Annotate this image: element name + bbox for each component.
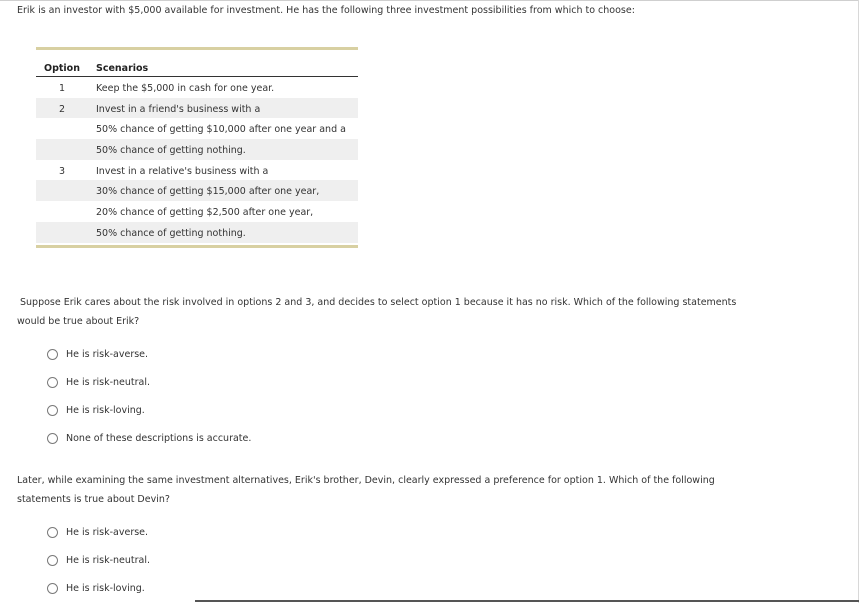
header-option: Option	[44, 63, 80, 74]
table-bottom-bar	[36, 245, 358, 248]
option-label: He is risk-loving.	[66, 404, 145, 416]
option-label: He is risk-neutral.	[66, 376, 151, 388]
option-label: None of these descriptions is accurate.	[66, 432, 252, 444]
row-text: 20% chance of getting $2,500 after one year,	[96, 207, 314, 219]
option-label: He is risk-averse.	[66, 526, 149, 538]
top-border	[0, 0, 859, 1]
row-text: 50% chance of getting $10,000 after one year and a	[96, 124, 346, 136]
table-row	[36, 118, 358, 139]
header-scenarios: Scenarios	[96, 63, 149, 74]
table-row	[36, 222, 358, 243]
row-text: 50% chance of getting nothing.	[96, 145, 246, 157]
row-text: Invest in a friend's business with a	[96, 103, 261, 115]
radio-button[interactable]	[47, 583, 58, 594]
intro-text: Erik is an investor with $5,000 available for investment. He has the following three investment possibilities from which to choose:	[17, 5, 635, 16]
option-label: He is risk-loving.	[66, 582, 145, 594]
table-row	[36, 98, 358, 119]
row-option: 2	[58, 103, 66, 115]
q1-option-risk-neutral[interactable]	[47, 375, 150, 389]
radio-button[interactable]	[47, 405, 58, 416]
radio-button[interactable]	[47, 527, 58, 538]
row-text: 50% chance of getting nothing.	[96, 227, 246, 239]
radio-button[interactable]	[47, 433, 58, 444]
bottom-scroll-edge	[195, 600, 859, 602]
question-2-line-2: statements is true about Devin?	[17, 494, 170, 505]
q2-option-risk-neutral[interactable]	[47, 553, 150, 567]
q1-option-none-accurate[interactable]	[47, 431, 251, 445]
table-row	[36, 180, 358, 201]
q1-option-risk-averse[interactable]	[47, 347, 148, 361]
option-label: He is risk-averse.	[66, 348, 149, 360]
q2-option-risk-averse[interactable]	[47, 525, 148, 539]
table-row	[36, 77, 358, 98]
option-label: He is risk-neutral.	[66, 554, 151, 566]
row-text: 30% chance of getting $15,000 after one year,	[96, 186, 320, 198]
question-1	[17, 293, 807, 331]
row-text: Keep the $5,000 in cash for one year.	[96, 83, 275, 94]
scenarios-table	[36, 47, 358, 248]
table-row	[36, 160, 358, 181]
table-row	[36, 201, 358, 222]
question-1-line-1: Suppose Erik cares about the risk involved in options 2 and 3, and decides to select option 1 because it has no risk. Which of the following statements	[20, 297, 737, 308]
q1-option-risk-loving[interactable]	[47, 403, 145, 417]
radio-button[interactable]	[47, 377, 58, 388]
question-2	[17, 471, 807, 509]
table-row	[36, 139, 358, 160]
row-text: Invest in a relative's business with a	[96, 165, 269, 177]
question-2-line-1: Later, while examining the same investment alternatives, Erik's brother, Devin, clearly expressed a preference for option 1. Which of the following	[17, 475, 715, 486]
radio-button[interactable]	[47, 555, 58, 566]
row-option: 1	[58, 83, 66, 94]
question-1-line-2: would be true about Erik?	[17, 316, 140, 327]
q2-option-risk-loving[interactable]	[47, 581, 145, 595]
row-option: 3	[58, 165, 66, 177]
table-header	[36, 50, 358, 77]
radio-button[interactable]	[47, 349, 58, 360]
